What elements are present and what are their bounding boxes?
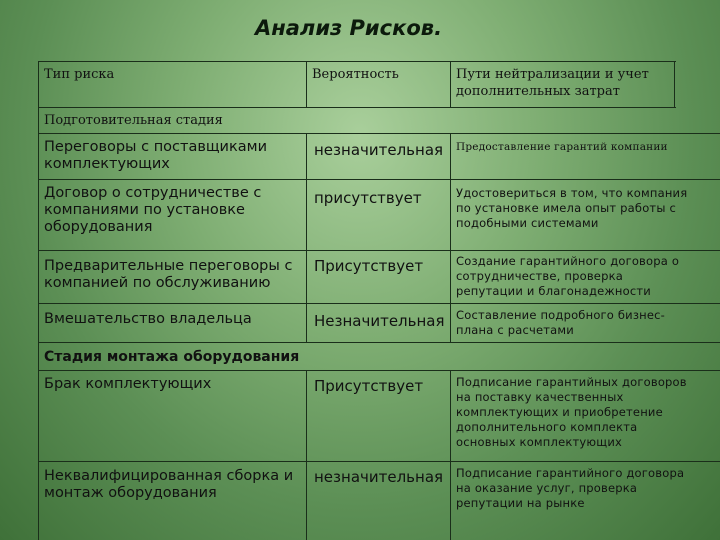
table-row-3-probability: Присутствует bbox=[314, 257, 424, 275]
table-row-4-type: Вмешательство владельца bbox=[44, 311, 252, 327]
table-row-3-type: Предварительные переговоры с компанией по обслуживанию bbox=[44, 258, 293, 291]
table-border-top bbox=[38, 61, 676, 62]
row-divider-stage1 bbox=[38, 133, 720, 134]
header-probability: Вероятность bbox=[312, 67, 399, 82]
table-row-6-mitigation: Подписание гарантийного договора на оказание услуг, проверка репутации на рынке bbox=[456, 466, 685, 510]
col-divider-1-header bbox=[306, 61, 307, 107]
row-divider-4 bbox=[38, 342, 720, 343]
stage-label-installation: Стадия монтажа оборудования bbox=[44, 349, 300, 365]
row-divider-1 bbox=[38, 179, 720, 180]
table-row-1-type: Переговоры с поставщиками комплектующих bbox=[44, 139, 267, 172]
col-divider-1-stage2 bbox=[306, 370, 307, 540]
table-row-5-mitigation: Подписание гарантийных договоров на поставку качественных комплектующих и приобретение дополнительного комплекта основных комплектующих bbox=[456, 375, 687, 449]
col-divider-2-stage1 bbox=[450, 133, 451, 342]
table-row-2-type: Договор о сотрудничестве с компаниями по установке оборудования bbox=[44, 185, 262, 235]
row-divider-stage2 bbox=[38, 370, 720, 371]
table-row-1-probability: незначительная bbox=[314, 141, 444, 159]
page-title: Анализ Рисков. bbox=[255, 16, 443, 40]
table-row-5-probability: Присутствует bbox=[314, 377, 424, 395]
header-risk-type: Тип риска bbox=[44, 67, 115, 82]
header-mitigation: Пути нейтрализации и учет дополнительных затрат bbox=[456, 67, 649, 99]
col-divider-1-stage1 bbox=[306, 133, 307, 342]
table-row-6-probability: незначительная bbox=[314, 468, 444, 486]
table-row-6-type: Неквалифицированная сборка и монтаж оборудования bbox=[44, 468, 294, 501]
table-row-2-mitigation: Удостовериться в том, что компания по установке имела опыт работы с подобными системами bbox=[456, 186, 688, 230]
row-divider-3 bbox=[38, 303, 720, 304]
row-divider-2 bbox=[38, 250, 720, 251]
table-border-right-header bbox=[674, 61, 675, 107]
table-row-4-probability: Незначительная bbox=[314, 312, 445, 330]
row-divider-header bbox=[38, 107, 676, 108]
table-row-2-probability: присутствует bbox=[314, 189, 422, 207]
col-divider-2-stage2 bbox=[450, 370, 451, 540]
table-row-5-type: Брак комплектующих bbox=[44, 376, 212, 392]
col-divider-2-header bbox=[450, 61, 451, 107]
table-row-4-mitigation: Составление подробного бизнес-плана с расчетами bbox=[456, 308, 666, 337]
row-divider-5 bbox=[38, 461, 720, 462]
table-row-3-mitigation: Создание гарантийного договора о сотрудничестве, проверка репутации и благонадежности bbox=[456, 254, 680, 298]
stage-label-preparation: Подготовительная стадия bbox=[44, 113, 223, 128]
table-row-1-mitigation: Предоставление гарантий компании bbox=[456, 141, 668, 153]
